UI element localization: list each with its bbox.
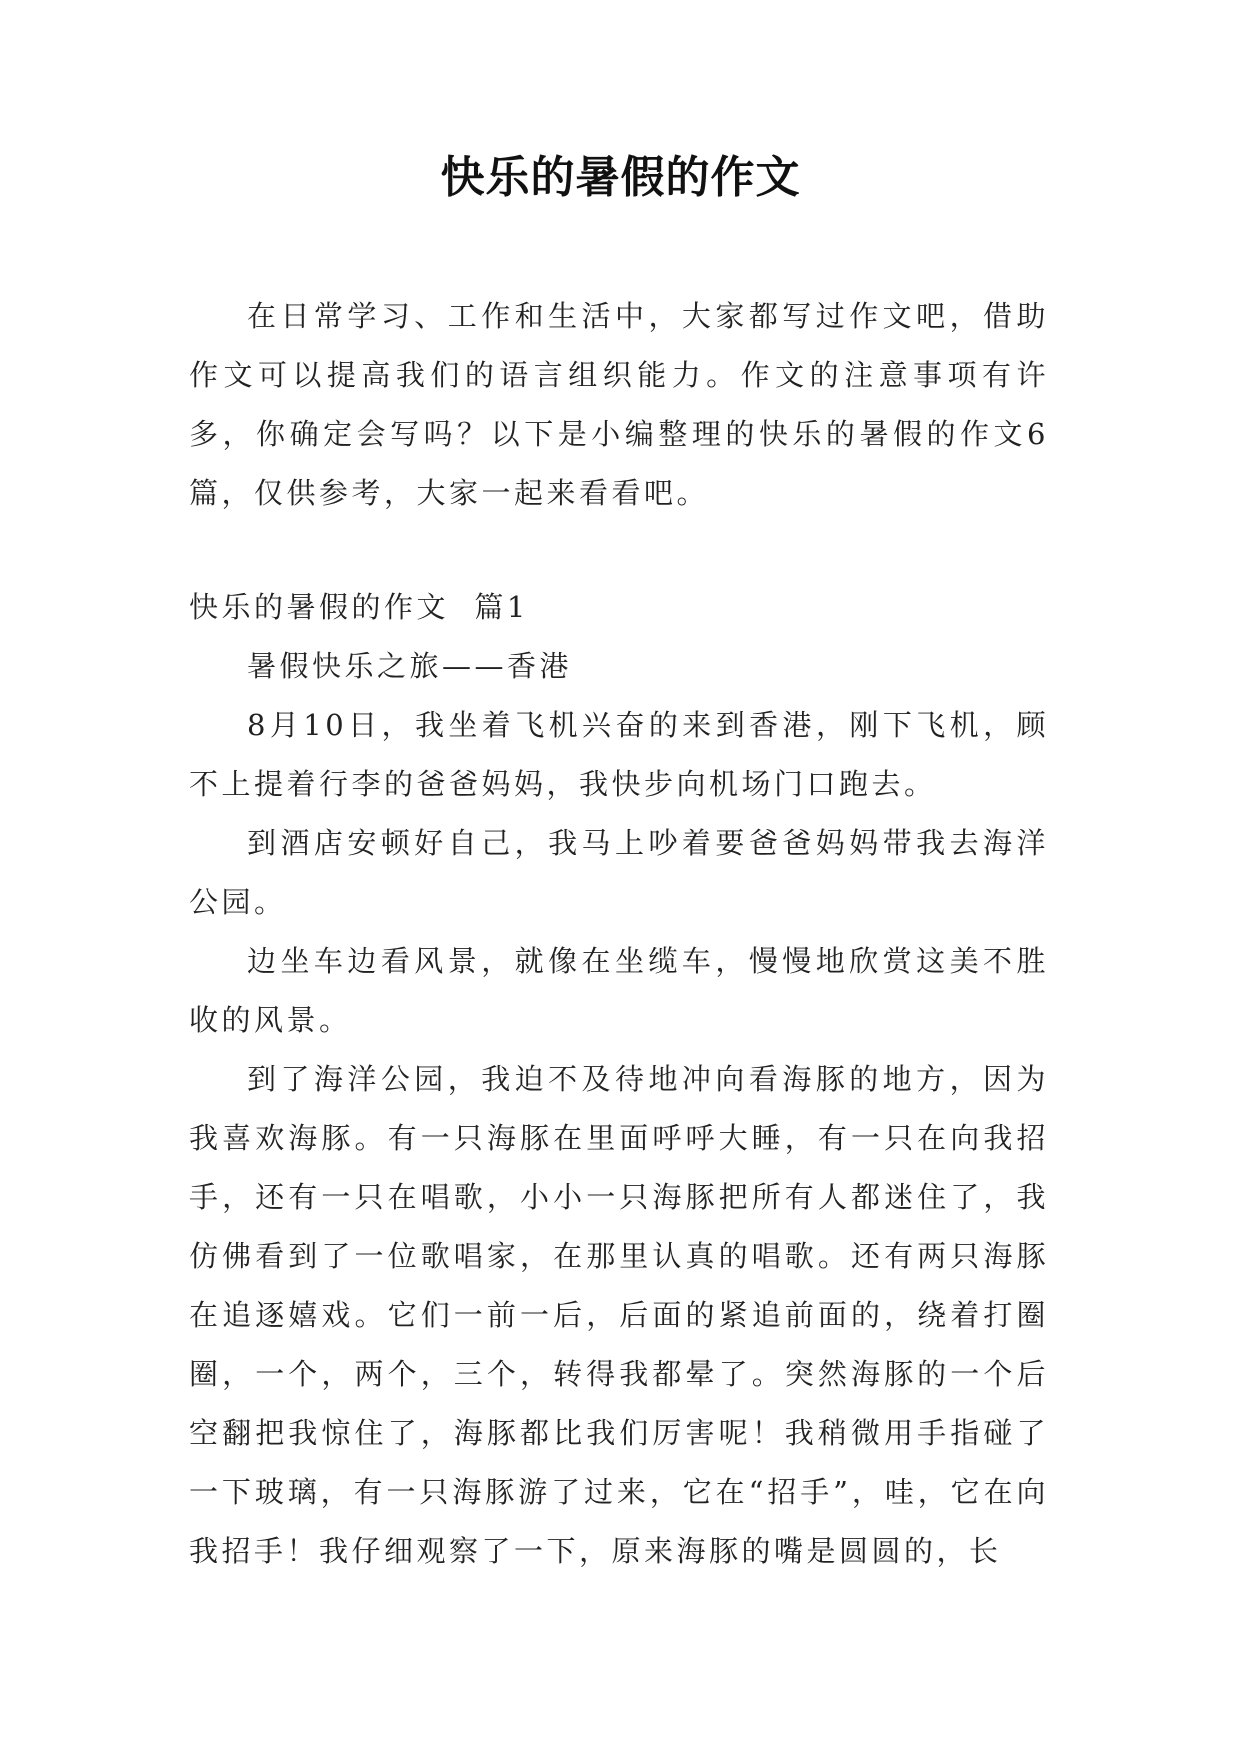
essay-paragraph: 到了海洋公园，我迫不及待地冲向看海豚的地方，因为我喜欢海豚。有一只海豚在里面呼呼大睡，有一只在向我招手，还有一只在唱歌，小小一只海豚把所有人都迷住了，我仿佛看到了一位歌唱家，在那里认真的唱歌。还有两只海豚在追逐嬉戏。它们一前一后，后面的紧追前面的，绕着打圈圈，一个，两个，三个，转得我都晕了。突然海豚的一个后空翻把我惊住了，海豚都比我们厉害呢！我稍微用手指碰了一下玻璃，有一只海豚游了过来，它在“招手”，哇，它在向我招手！我仔细观察了一下，原来海豚的嘴是圆圆的，长 [189, 1062, 1049, 1568]
essay-subtitle: 暑假快乐之旅——香港 [247, 649, 573, 683]
essay-paragraph: 8月10日，我坐着飞机兴奋的来到香港，刚下飞机，顾不上提着行李的爸爸妈妈，我快步向机场门口跑去。 [189, 708, 1049, 801]
essay-section [189, 578, 1049, 1581]
essay-paragraph: 到酒店安顿好自己，我马上吵着要爸爸妈妈带我去海洋公园。 [189, 826, 1049, 919]
intro-section [189, 287, 1049, 523]
intro-paragraph: 在日常学习、工作和生活中，大家都写过作文吧，借助作文可以提高我们的语言组织能力。作文的注意事项有许多，你确定会写吗？以下是小编整理的快乐的暑假的作文6篇，仅供参考，大家一起来看看吧。 [189, 299, 1049, 510]
essay-paragraph: 边坐车边看风景，就像在坐缆车，慢慢地欣赏这美不胜收的风景。 [189, 944, 1049, 1037]
document-title: 快乐的暑假的作文 [440, 152, 801, 203]
section-heading: 快乐的暑假的作文 篇1 [189, 590, 529, 624]
